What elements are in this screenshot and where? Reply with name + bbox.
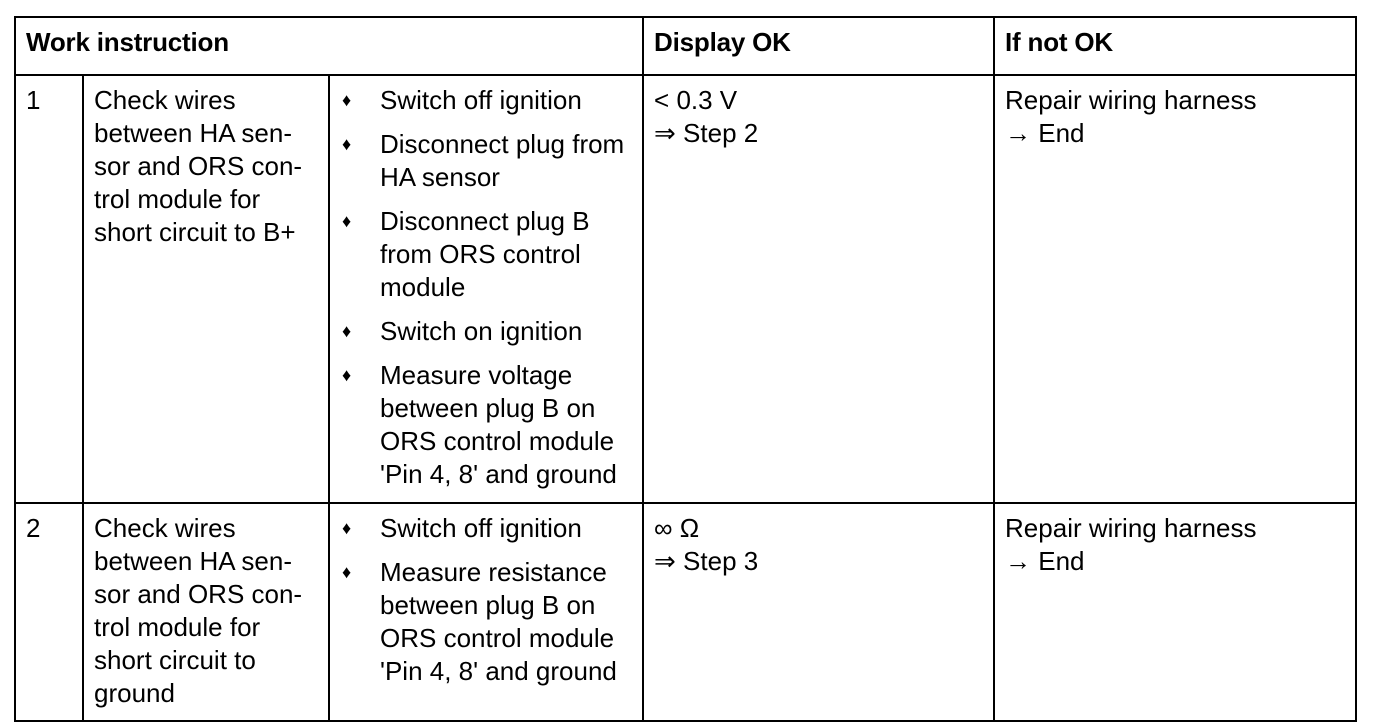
step-line: from ORS control — [380, 239, 581, 269]
step-number: 2 — [15, 503, 83, 721]
step-line: ORS control module — [380, 623, 615, 653]
task-line: Check wires — [94, 513, 236, 543]
step-line: Measure resistance — [380, 557, 607, 587]
display-ok-next-step: ⇒ Step 3 — [654, 546, 759, 576]
task-line: between HA sen- — [94, 546, 293, 576]
header-display-ok: Display OK — [643, 17, 994, 75]
list-item — [336, 359, 636, 491]
diamond-bullet-icon: ♦ — [342, 134, 352, 154]
diamond-bullet-icon: ♦ — [342, 562, 352, 582]
task-line: ground — [94, 678, 175, 708]
task-line: short circuit to — [94, 645, 256, 675]
step-line: ORS control module — [380, 426, 615, 456]
display-ok-cell — [643, 503, 994, 721]
if-not-ok-cell — [994, 503, 1356, 721]
step-line: 'Pin 4, 8' and ground — [380, 459, 617, 489]
step-line: Switch off ignition — [380, 85, 582, 115]
table-row — [15, 75, 1356, 503]
steps-list — [336, 84, 636, 491]
task-line: between HA sen- — [94, 118, 293, 148]
display-ok-value: ∞ Ω — [654, 513, 700, 543]
list-item — [336, 84, 636, 117]
step-line: 'Pin 4, 8' and ground — [380, 656, 617, 686]
step-line: Measure voltage — [380, 360, 573, 390]
list-item — [336, 205, 636, 304]
if-not-ok-next: → End — [1005, 118, 1085, 148]
step-line: module — [380, 272, 466, 302]
header-work-instruction: Work instruction — [15, 17, 643, 75]
step-line: Switch off ignition — [380, 513, 582, 543]
task-description — [83, 75, 329, 503]
diamond-bullet-icon: ♦ — [342, 518, 352, 538]
if-not-ok-action: Repair wiring harness — [1005, 513, 1257, 543]
steps-cell — [329, 503, 643, 721]
if-not-ok-next: → End — [1005, 546, 1085, 576]
step-line: between plug B on — [380, 393, 596, 423]
list-item — [336, 556, 636, 688]
task-line: Check wires — [94, 85, 236, 115]
step-number: 1 — [15, 75, 83, 503]
if-not-ok-action: Repair wiring harness — [1005, 85, 1257, 115]
header-row — [15, 17, 1356, 75]
if-not-ok-cell — [994, 75, 1356, 503]
steps-list — [336, 512, 636, 688]
display-ok-next-step: ⇒ Step 2 — [654, 118, 759, 148]
task-description — [83, 503, 329, 721]
list-item — [336, 128, 636, 194]
diamond-bullet-icon: ♦ — [342, 365, 352, 385]
step-line: Switch on ignition — [380, 316, 583, 346]
diamond-bullet-icon: ♦ — [342, 211, 352, 231]
display-ok-value: < 0.3 V — [654, 85, 738, 115]
display-ok-cell — [643, 75, 994, 503]
step-line: HA sensor — [380, 162, 500, 192]
work-instruction-table-wrapper — [14, 16, 1355, 722]
diamond-bullet-icon: ♦ — [342, 90, 352, 110]
diamond-bullet-icon: ♦ — [342, 321, 352, 341]
task-line: sor and ORS con- — [94, 579, 303, 609]
task-line: sor and ORS con- — [94, 151, 303, 181]
step-line: between plug B on — [380, 590, 596, 620]
table-row — [15, 503, 1356, 721]
steps-cell — [329, 75, 643, 503]
list-item — [336, 512, 636, 545]
task-line: short circuit to B+ — [94, 217, 296, 247]
task-line: trol module for — [94, 184, 261, 214]
task-line: trol module for — [94, 612, 261, 642]
step-line: Disconnect plug B — [380, 206, 590, 236]
work-instruction-table — [14, 16, 1357, 722]
header-if-not-ok: If not OK — [994, 17, 1356, 75]
step-line: Disconnect plug from — [380, 129, 625, 159]
list-item — [336, 315, 636, 348]
